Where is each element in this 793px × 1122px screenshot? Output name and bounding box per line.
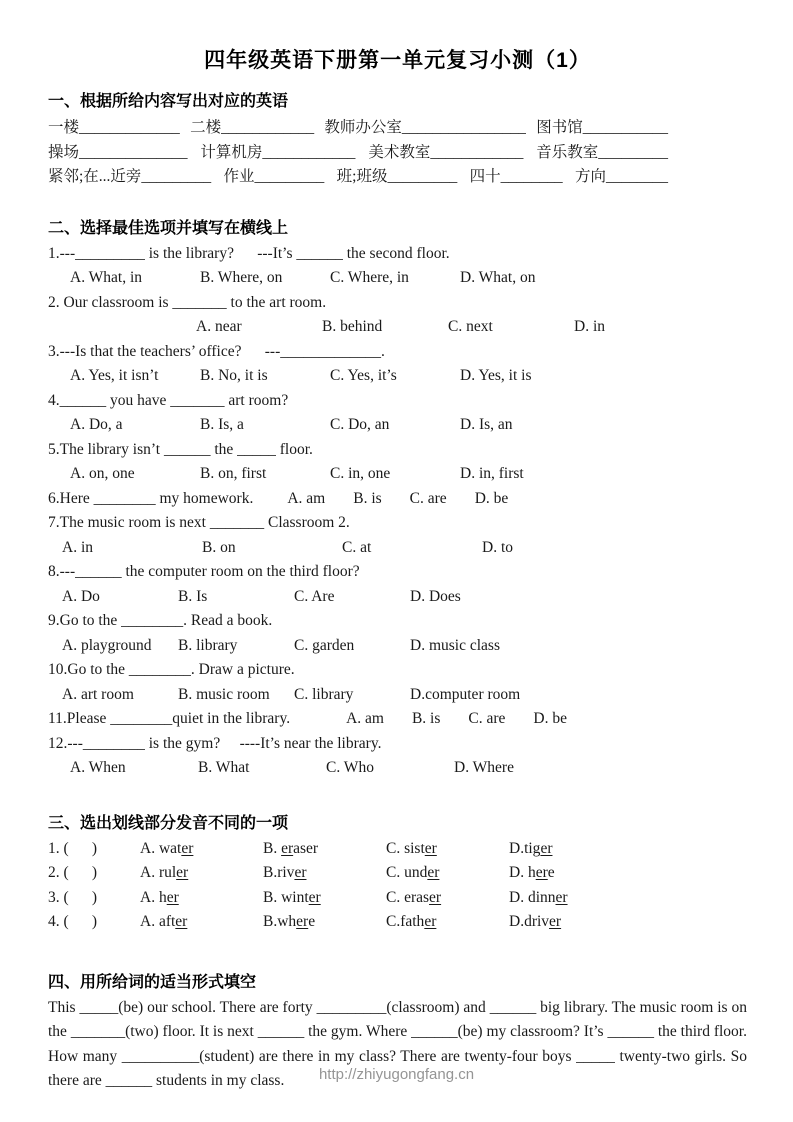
option-d: D. Does (410, 587, 461, 605)
option-c: C. Yes, it’s (330, 367, 397, 384)
option-c: C. next (448, 318, 493, 335)
section-3-heading: 三、选出划线部分发音不同的一项 (48, 814, 289, 832)
option-a: A. on, one (70, 465, 135, 482)
cloze-paragraph: This _____(be) our school. There are forty _________(classroom) and ______ big library. The music room is on the _______(two) floor. It is next ______ the gym. Where ______(be) my classroom? It’s ______ the third floor. How many __________(student) are there in my class? There are twenty-four boys _____ twenty-two girls. So there are ______ students in my class. (48, 998, 747, 1089)
question-3-options (48, 364, 747, 389)
vocab-item: 方向________ (574, 168, 668, 185)
option-a: A. water (140, 839, 194, 857)
option-a: A. near (196, 318, 242, 335)
phonics-row-4 (48, 910, 747, 935)
option-b: B. is (353, 489, 382, 507)
question-8-options (48, 585, 747, 610)
option-a: A. What, in (70, 269, 143, 286)
vocab-item: 一楼_____________ (48, 119, 180, 136)
option-d: D. be (474, 489, 509, 507)
question-12-options (48, 756, 747, 781)
section-multiple-choice (48, 217, 747, 781)
vocab-item: 图书馆___________ (536, 119, 668, 136)
option-d: D. What, on (460, 269, 536, 286)
vocab-row-2 (48, 141, 668, 166)
footer-url: http://zhiyugongfang.cn (318, 1066, 475, 1083)
option-c: C. are (409, 489, 447, 507)
question-number: 3. ( ) (48, 888, 98, 906)
option-a: A. Do (62, 587, 100, 605)
option-c: C.father (386, 913, 437, 930)
option-a: A. ruler (140, 864, 189, 881)
option-a: A. Do, a (70, 416, 123, 433)
option-d: D.tiger (509, 839, 553, 857)
question-7-options (48, 536, 747, 561)
option-b: B. is (411, 710, 441, 727)
vocab-item: 班;班级_________ (336, 168, 458, 185)
question-number: 1. ( ) (48, 839, 98, 857)
option-d: D. dinner (509, 888, 568, 906)
option-b: B. behind (322, 318, 383, 335)
option-a: A. Yes, it isn’t (70, 367, 159, 384)
option-a: A. am (287, 489, 326, 507)
question-11 (48, 707, 747, 732)
question-1-options (48, 266, 747, 291)
option-b: B. What (198, 759, 250, 776)
option-d: D. Where (454, 759, 514, 776)
option-a: A. in (62, 538, 93, 556)
option-b: B. Where, on (200, 269, 283, 286)
option-d: D. Yes, it is (460, 367, 532, 384)
option-b: B. on (202, 538, 236, 556)
option-b: B. eraser (263, 839, 319, 857)
question-1-stem: 1.---_________ is the library? ---It’s ______ the second floor. (48, 244, 450, 262)
option-c: C. library (294, 685, 354, 703)
option-a: A. art room (62, 685, 134, 703)
option-c: C. sister (386, 839, 437, 857)
vocab-item: 美术教室____________ (368, 143, 524, 161)
option-c: C. Do, an (330, 416, 390, 433)
option-c: C. at (342, 538, 372, 556)
option-a: A. playground (62, 636, 152, 654)
section-1-heading: 一、根据所给内容写出对应的英语 (48, 93, 289, 110)
vocab-item: 音乐教室_________ (536, 143, 668, 161)
question-2-stem: 2. Our classroom is _______ to the art room. (48, 293, 327, 311)
option-a: A. am (346, 710, 384, 727)
option-b: B. Is, a (200, 416, 244, 433)
option-b: B. Is (178, 587, 208, 605)
vocab-item: 四十________ (469, 168, 563, 185)
option-a: A. after (140, 913, 188, 930)
question-3-stem: 3.---Is that the teachers’ office? ---_____________. (48, 342, 385, 360)
option-a: A. her (140, 888, 179, 906)
option-d: D.computer room (410, 685, 521, 703)
phonics-row-2 (48, 861, 747, 886)
option-d: D. music class (410, 636, 500, 654)
option-c: C. Who (326, 759, 374, 776)
option-c: C. in, one (330, 465, 391, 482)
option-c: C. Are (294, 587, 335, 605)
option-c: C. eraser (386, 888, 442, 906)
option-d: D.driver (509, 913, 562, 930)
option-b: B. music room (178, 685, 270, 703)
option-c: C. garden (294, 636, 355, 654)
option-b: B.where (263, 913, 316, 930)
option-b: B. winter (263, 888, 321, 906)
question-7-stem: 7.The music room is next _______ Classroom 2. (48, 514, 350, 531)
option-c: C. are (468, 710, 506, 727)
page-title: 四年级英语下册第一单元复习小测（1） (204, 49, 591, 72)
question-2-options (48, 315, 747, 340)
question-9-stem: 9.Go to the ________. Read a book. (48, 612, 273, 629)
vocab-item: 二楼____________ (190, 119, 315, 136)
section-vocabulary (48, 90, 747, 190)
vocab-item: 作业_________ (223, 168, 325, 185)
question-number: 2. ( ) (48, 864, 98, 881)
option-b: B. No, it is (200, 367, 268, 384)
option-c: C. under (386, 864, 440, 881)
question-5-options (48, 462, 747, 487)
option-d: D. to (482, 538, 513, 556)
question-number: 4. ( ) (48, 913, 98, 930)
vocab-row-3 (48, 165, 668, 190)
vocab-row-1 (48, 116, 668, 141)
vocab-item: 教师办公室________________ (324, 119, 526, 136)
phonics-row-1 (48, 837, 747, 862)
question-6-stem: 6.Here ________ my homework. (48, 489, 254, 507)
option-a: A. When (70, 759, 126, 776)
option-d: D. be (533, 710, 567, 727)
section-2-heading: 二、选择最佳选项并填写在横线上 (48, 219, 289, 237)
option-d: D. in (574, 318, 605, 335)
question-11-stem: 11.Please ________quiet in the library. (48, 710, 291, 727)
question-4-stem: 4.______ you have _______ art room? (48, 391, 289, 409)
option-b: B. on, first (200, 465, 267, 482)
option-d: D. Is, an (460, 416, 513, 433)
option-b: B. library (178, 636, 238, 654)
question-8-stem: 8.---______ the computer room on the third floor? (48, 563, 360, 580)
question-4-options (48, 413, 747, 438)
option-b: B.river (263, 864, 307, 881)
option-d: D. here (509, 864, 555, 881)
vocab-item: 紧邻;在...近旁_________ (48, 168, 212, 185)
question-6 (48, 487, 747, 512)
question-9-options (48, 634, 747, 659)
question-10-stem: 10.Go to the ________. Draw a picture. (48, 661, 295, 678)
section-pronunciation (48, 812, 747, 935)
vocab-item: 操场______________ (48, 143, 188, 161)
phonics-row-3 (48, 886, 747, 911)
question-10-options (48, 683, 747, 708)
option-c: C. Where, in (330, 269, 409, 286)
question-12-stem: 12.---________ is the gym? ----It’s near the library. (48, 734, 382, 752)
section-4-heading: 四、用所给词的适当形式填空 (48, 973, 257, 991)
vocab-item: 计算机房____________ (200, 143, 356, 161)
question-5-stem: 5.The library isn’t ______ the _____ floor. (48, 440, 313, 458)
option-d: D. in, first (460, 465, 524, 482)
